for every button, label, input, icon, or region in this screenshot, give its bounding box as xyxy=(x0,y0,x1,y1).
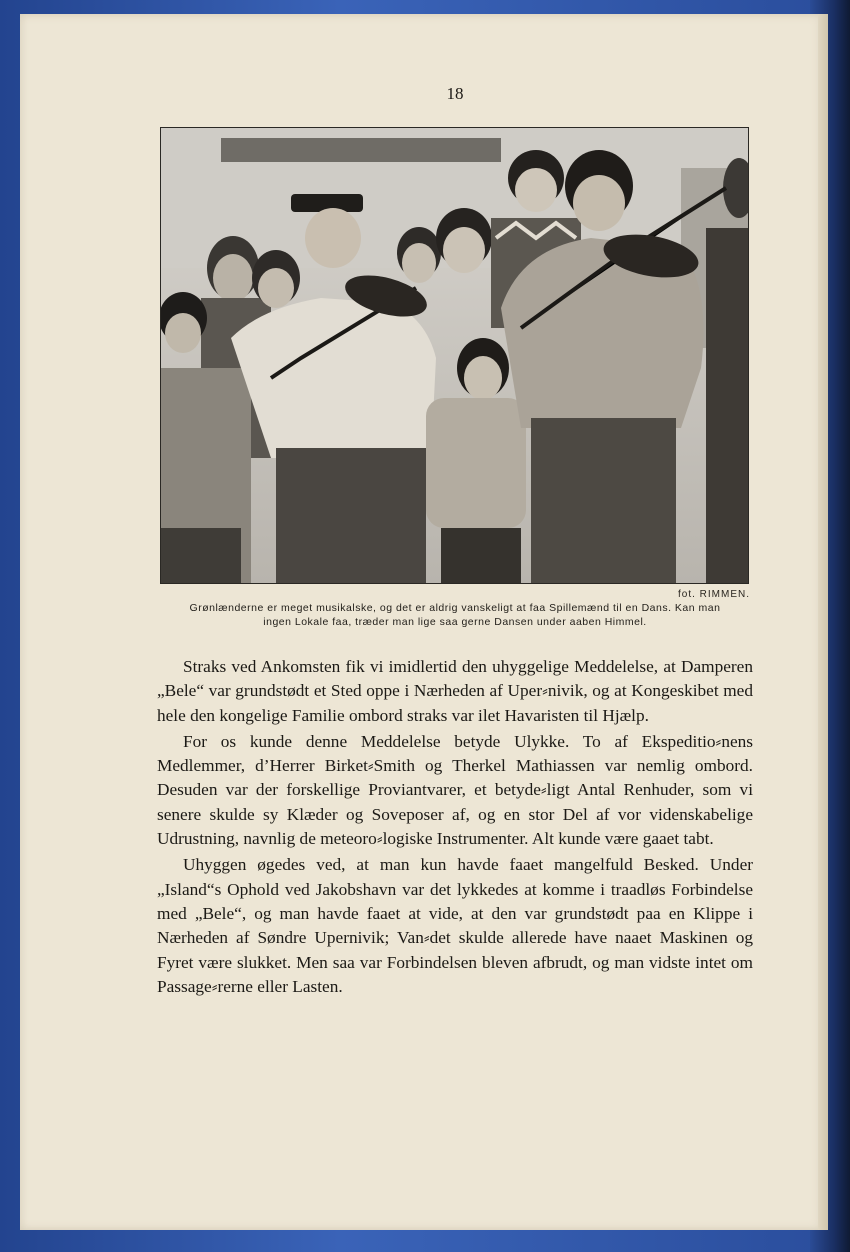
body-text xyxy=(157,655,753,999)
paragraph-2: For os kunde denne Meddelelse betyde Ulykke. To af Ekspeditio⸗nens Medlemmer, d’Herrer Birket⸗Smith og Therkel Mathiassen var nemlig ombord. Desuden var der forskellige Proviantvarer, et betyde⸗ligt Antal Renhuder, som vi senere skulde sy Klæder og Soveposer af, og en stor Del af vor videnskabelige Udrustning, navnlig de meteoro⸗logiske Instrumenter. Alt kunde være gaaet tabt. xyxy=(157,731,753,849)
caption-line-2: ingen Lokale faa, træder man lige saa gerne Dansen under aaben Himmel. xyxy=(263,616,647,628)
page-fold xyxy=(818,14,828,1230)
caption-line-1: Grønlænderne er meget musikalske, og det er aldrig vanskeligt at faa Spillemænd til en Dans. Kan man xyxy=(189,602,721,614)
paragraph-1: Straks ved Ankomsten fik vi imidlertid den uhyggelige Meddelelse, at Damperen „Bele“ var grundstødt et Sted oppe i Nærheden af Uper⸗nivik, og at Kongeskibet med hele den kongelige Familie ombord straks var ilet Havaristen til Hjælp. xyxy=(157,657,753,725)
paragraph-3: Uhyggen øgedes ved, at man kun havde faaet mangelfuld Besked. Under „Island“s Ophold ved Jakobshavn var det lykkedes at komme i traadløs Forbindelse med „Bele“, og man havde faaet at vide, at den var grundstødt paa en Klippe i Nærheden af Søndre Upernivik; Van⸗det skulde allerede have naaet Maskinen og Fyret være slukket. Men saa var Forbindelsen bleven afbrudt, og man vidste intet om Passage⸗rerne eller Lasten. xyxy=(157,855,753,996)
page-number: 18 xyxy=(446,84,464,103)
photo-caption xyxy=(150,601,760,629)
photograph-musicians-icon xyxy=(161,128,749,584)
photo-credit: fot. RIMMEN. xyxy=(677,589,750,600)
photograph xyxy=(160,127,749,584)
